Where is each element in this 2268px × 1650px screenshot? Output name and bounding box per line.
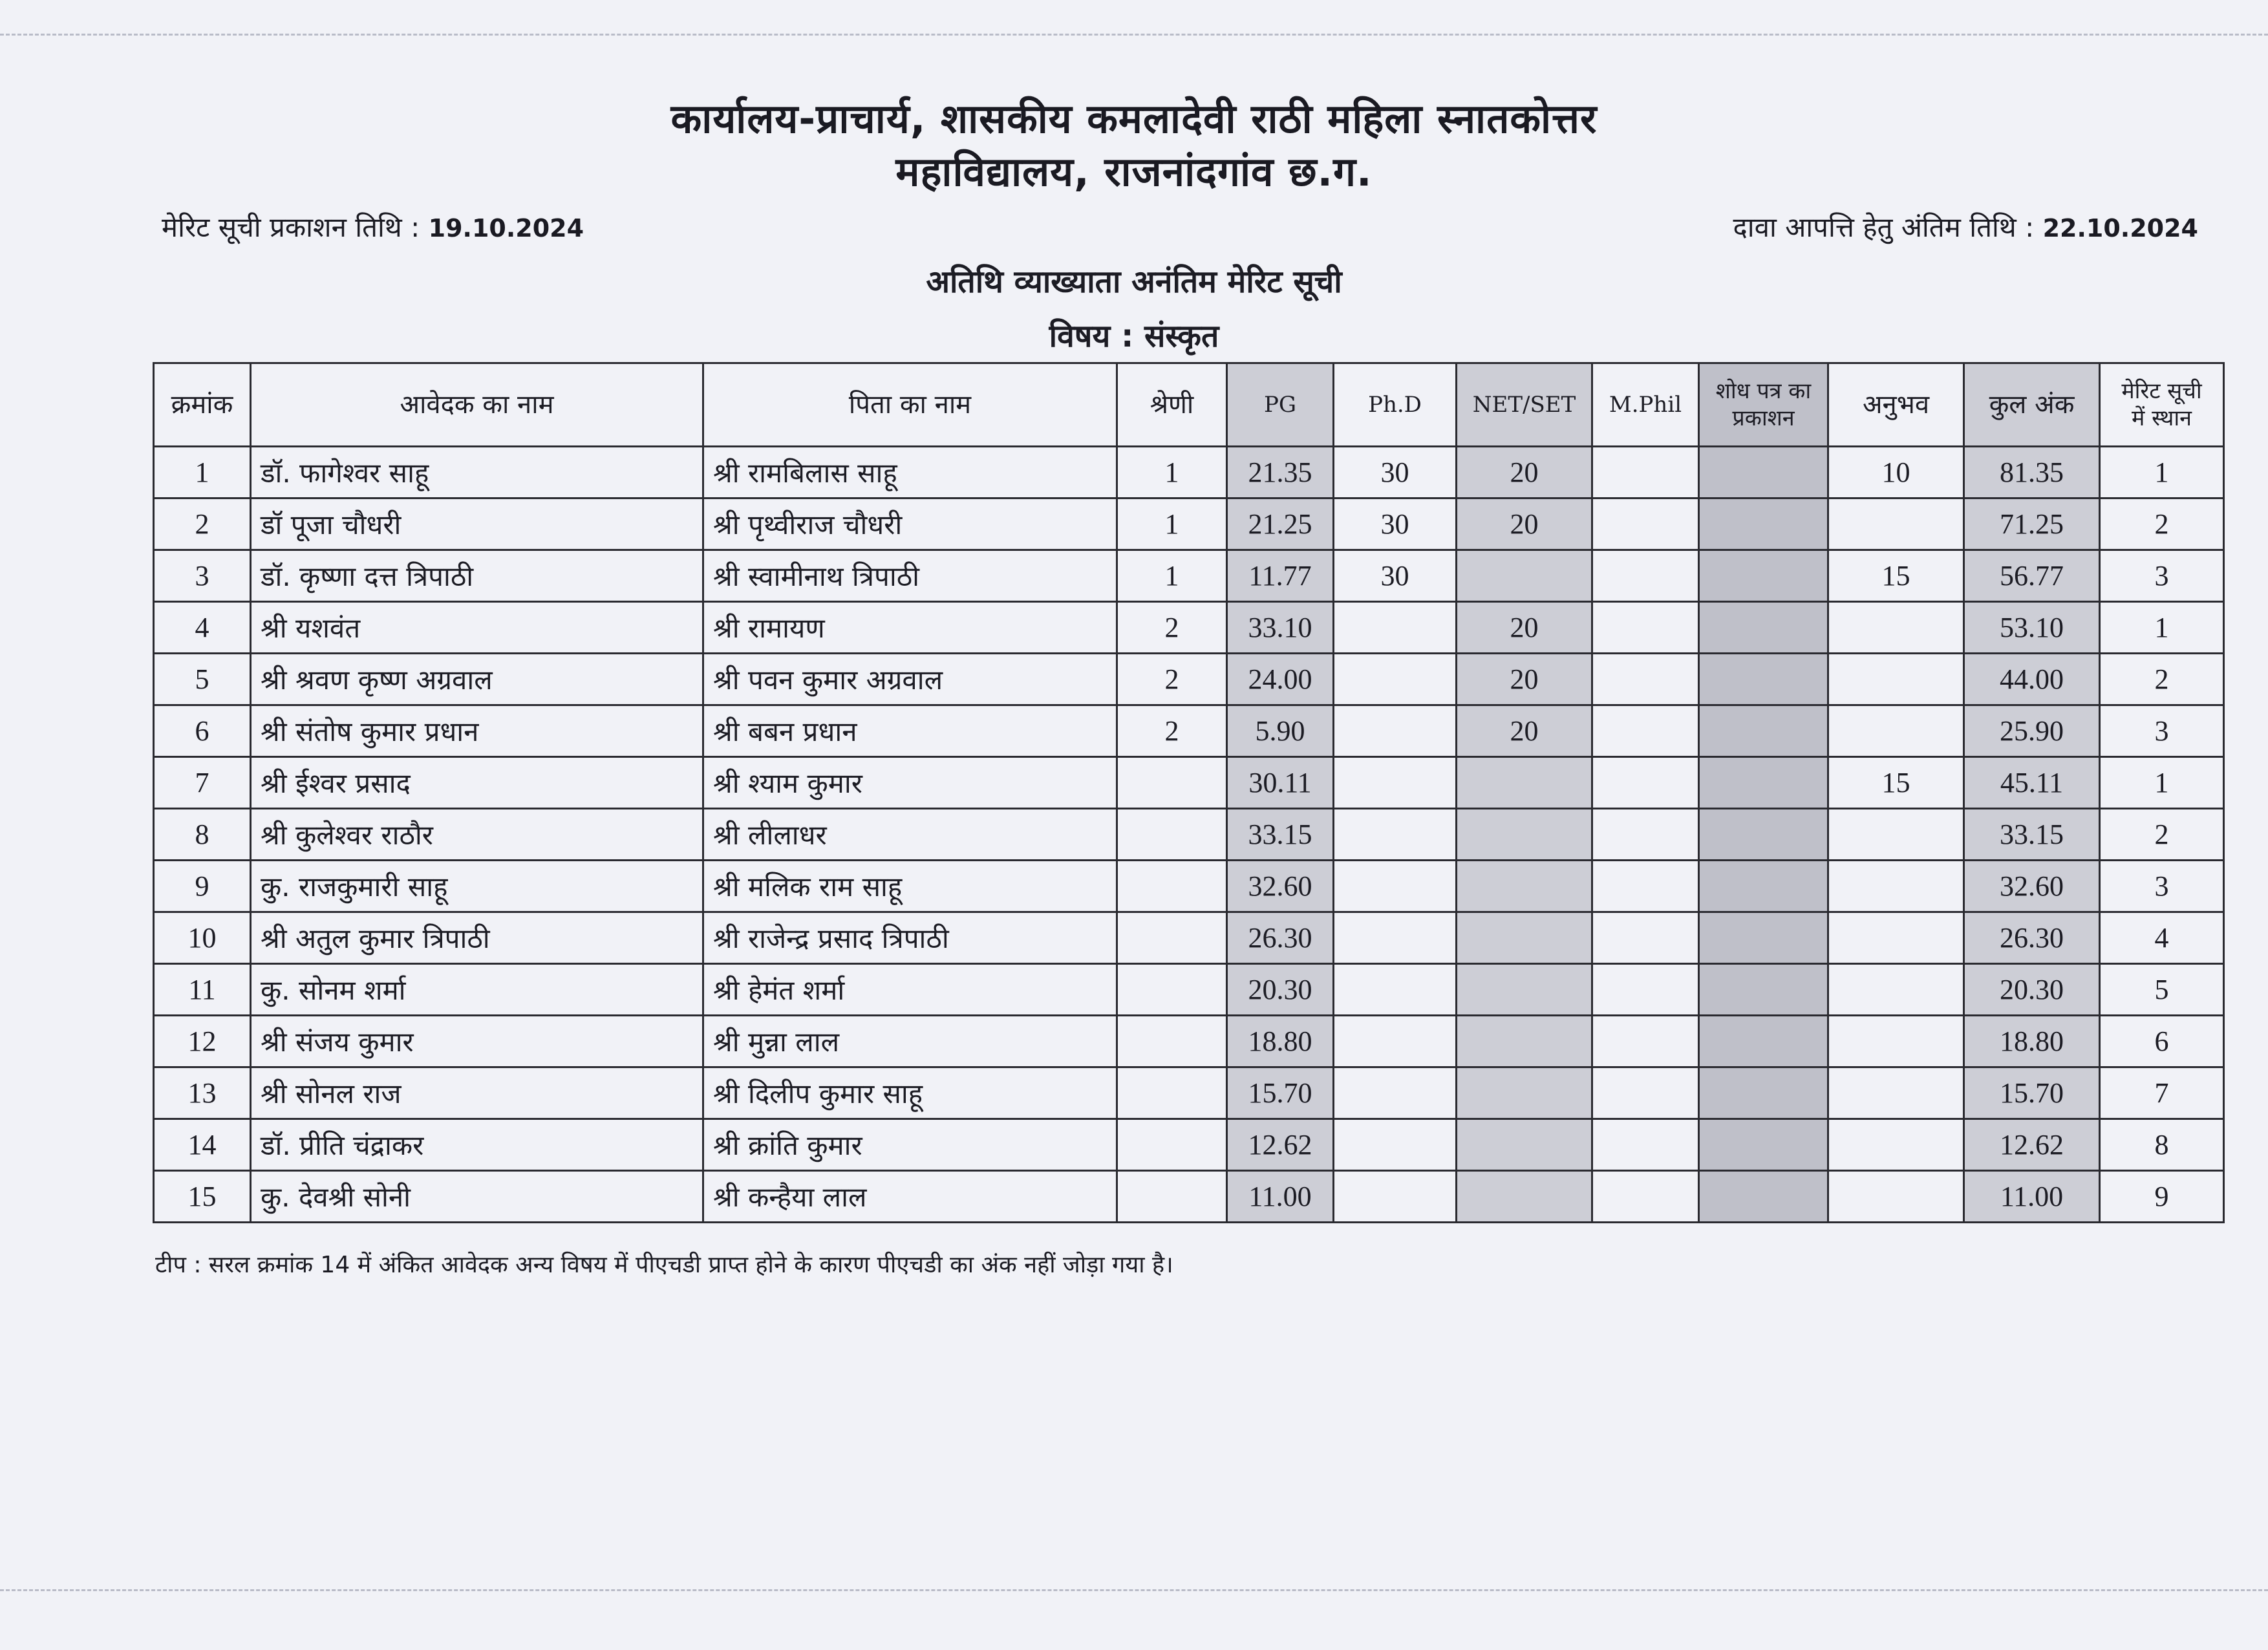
cell-mphil xyxy=(1592,1016,1699,1067)
cell-experience xyxy=(1828,809,1964,861)
cell-total: 81.35 xyxy=(1964,447,2100,498)
cell-research xyxy=(1699,447,1828,498)
table-row xyxy=(154,550,2224,602)
cell-netset xyxy=(1457,1171,1592,1223)
table-header-row xyxy=(154,363,2224,447)
cell-father: श्री क्रांति कुमार xyxy=(703,1119,1117,1171)
cell-sno: 9 xyxy=(154,861,251,912)
cell-division: 2 xyxy=(1117,705,1227,757)
cell-sno: 7 xyxy=(154,757,251,809)
table-row xyxy=(154,654,2224,705)
cell-phd: 30 xyxy=(1334,447,1457,498)
cell-phd xyxy=(1334,602,1457,654)
cell-mphil xyxy=(1592,602,1699,654)
scan-artifact-top xyxy=(0,34,2268,36)
cell-experience xyxy=(1828,964,1964,1016)
header-experience: अनुभव xyxy=(1828,363,1964,447)
cell-mphil xyxy=(1592,498,1699,550)
cell-division xyxy=(1117,757,1227,809)
cell-netset: 20 xyxy=(1457,654,1592,705)
cell-father: श्री दिलीप कुमार साहू xyxy=(703,1067,1117,1119)
cell-division: 1 xyxy=(1117,498,1227,550)
cell-experience xyxy=(1828,1067,1964,1119)
cell-name: डॉ. प्रीति चंद्राकर xyxy=(251,1119,703,1171)
cell-division xyxy=(1117,1171,1227,1223)
cell-netset xyxy=(1457,912,1592,964)
cell-pg: 32.60 xyxy=(1227,861,1334,912)
cell-netset xyxy=(1457,1119,1592,1171)
cell-experience: 15 xyxy=(1828,757,1964,809)
cell-sno: 11 xyxy=(154,964,251,1016)
cell-sno: 6 xyxy=(154,705,251,757)
cell-name: श्री अतुल कुमार त्रिपाठी xyxy=(251,912,703,964)
table-row xyxy=(154,861,2224,912)
cell-sno: 1 xyxy=(154,447,251,498)
table-row xyxy=(154,1119,2224,1171)
cell-phd xyxy=(1334,912,1457,964)
cell-rank: 5 xyxy=(2100,964,2224,1016)
cell-pg: 11.77 xyxy=(1227,550,1334,602)
cell-research xyxy=(1699,550,1828,602)
claim-date-block xyxy=(1733,208,2198,245)
cell-division xyxy=(1117,1016,1227,1067)
cell-phd xyxy=(1334,964,1457,1016)
cell-phd xyxy=(1334,705,1457,757)
cell-total: 11.00 xyxy=(1964,1171,2100,1223)
cell-experience xyxy=(1828,498,1964,550)
merit-table xyxy=(153,362,2225,1223)
cell-father: श्री रामायण xyxy=(703,602,1117,654)
cell-name: कु. देवश्री सोनी xyxy=(251,1171,703,1223)
cell-experience xyxy=(1828,705,1964,757)
cell-experience xyxy=(1828,912,1964,964)
cell-division xyxy=(1117,912,1227,964)
publish-date-value: 19.10.2024 xyxy=(428,214,584,242)
cell-rank: 3 xyxy=(2100,550,2224,602)
cell-sno: 13 xyxy=(154,1067,251,1119)
cell-rank: 4 xyxy=(2100,912,2224,964)
cell-pg: 24.00 xyxy=(1227,654,1334,705)
cell-pg: 21.35 xyxy=(1227,447,1334,498)
cell-phd xyxy=(1334,1119,1457,1171)
cell-sno: 12 xyxy=(154,1016,251,1067)
scan-artifact-bottom xyxy=(0,1589,2268,1591)
cell-research xyxy=(1699,912,1828,964)
cell-mphil xyxy=(1592,550,1699,602)
cell-name: कु. सोनम शर्मा xyxy=(251,964,703,1016)
cell-sno: 2 xyxy=(154,498,251,550)
cell-name: कु. राजकुमारी साहू xyxy=(251,861,703,912)
cell-research xyxy=(1699,861,1828,912)
cell-total: 44.00 xyxy=(1964,654,2100,705)
cell-phd xyxy=(1334,1016,1457,1067)
cell-rank: 2 xyxy=(2100,498,2224,550)
claim-date-value: 22.10.2024 xyxy=(2042,214,2198,242)
cell-total: 25.90 xyxy=(1964,705,2100,757)
cell-sno: 4 xyxy=(154,602,251,654)
cell-rank: 2 xyxy=(2100,809,2224,861)
cell-pg: 5.90 xyxy=(1227,705,1334,757)
cell-total: 33.15 xyxy=(1964,809,2100,861)
cell-total: 45.11 xyxy=(1964,757,2100,809)
cell-experience xyxy=(1828,1171,1964,1223)
cell-rank: 6 xyxy=(2100,1016,2224,1067)
cell-netset: 20 xyxy=(1457,602,1592,654)
header-research-line-1: शोध पत्र का xyxy=(1715,378,1812,404)
cell-father: श्री पवन कुमार अग्रवाल xyxy=(703,654,1117,705)
cell-rank: 3 xyxy=(2100,705,2224,757)
cell-name: श्री यशवंत xyxy=(251,602,703,654)
cell-mphil xyxy=(1592,757,1699,809)
cell-pg: 11.00 xyxy=(1227,1171,1334,1223)
cell-sno: 3 xyxy=(154,550,251,602)
cell-phd xyxy=(1334,757,1457,809)
cell-total: 20.30 xyxy=(1964,964,2100,1016)
header-rank-line-1: मेरिट सूची xyxy=(2121,378,2202,404)
claim-date-label: दावा आपत्ति हेतु अंतिम तिथि : xyxy=(1733,211,2035,243)
cell-father: श्री लीलाधर xyxy=(703,809,1117,861)
cell-pg: 26.30 xyxy=(1227,912,1334,964)
office-title-line-2: महाविद्यालय, राजनांदगांव छ.ग. xyxy=(895,148,1373,195)
cell-father: श्री मुन्ना लाल xyxy=(703,1016,1117,1067)
cell-sno: 5 xyxy=(154,654,251,705)
table-row xyxy=(154,757,2224,809)
cell-experience xyxy=(1828,861,1964,912)
cell-total: 26.30 xyxy=(1964,912,2100,964)
table-row xyxy=(154,602,2224,654)
cell-total: 53.10 xyxy=(1964,602,2100,654)
cell-rank: 9 xyxy=(2100,1171,2224,1223)
publish-date-block xyxy=(162,208,584,245)
cell-research xyxy=(1699,809,1828,861)
cell-experience xyxy=(1828,1119,1964,1171)
cell-name: श्री ईश्वर प्रसाद xyxy=(251,757,703,809)
cell-experience xyxy=(1828,654,1964,705)
cell-division: 2 xyxy=(1117,654,1227,705)
cell-mphil xyxy=(1592,1067,1699,1119)
cell-netset: 20 xyxy=(1457,447,1592,498)
cell-research xyxy=(1699,1171,1828,1223)
table-row xyxy=(154,447,2224,498)
cell-total: 15.70 xyxy=(1964,1067,2100,1119)
header-research xyxy=(1699,363,1828,447)
cell-name: श्री संतोष कुमार प्रधान xyxy=(251,705,703,757)
cell-pg: 30.11 xyxy=(1227,757,1334,809)
cell-name: डॉ. फागेश्वर साहू xyxy=(251,447,703,498)
table-row xyxy=(154,964,2224,1016)
table-row xyxy=(154,1171,2224,1223)
cell-netset: 20 xyxy=(1457,498,1592,550)
cell-division xyxy=(1117,1067,1227,1119)
cell-research xyxy=(1699,964,1828,1016)
cell-netset xyxy=(1457,1067,1592,1119)
cell-name: डॉ पूजा चौधरी xyxy=(251,498,703,550)
cell-pg: 15.70 xyxy=(1227,1067,1334,1119)
cell-pg: 18.80 xyxy=(1227,1016,1334,1067)
cell-research xyxy=(1699,498,1828,550)
cell-research xyxy=(1699,1016,1828,1067)
cell-name: श्री संजय कुमार xyxy=(251,1016,703,1067)
cell-research xyxy=(1699,705,1828,757)
cell-division xyxy=(1117,809,1227,861)
cell-experience xyxy=(1828,1016,1964,1067)
table-row xyxy=(154,1067,2224,1119)
cell-netset xyxy=(1457,809,1592,861)
cell-total: 12.62 xyxy=(1964,1119,2100,1171)
cell-netset xyxy=(1457,1016,1592,1067)
cell-sno: 10 xyxy=(154,912,251,964)
header-total: कुल अंक xyxy=(1964,363,2100,447)
header-phd: Ph.D xyxy=(1334,363,1457,447)
cell-rank: 8 xyxy=(2100,1119,2224,1171)
cell-division xyxy=(1117,1119,1227,1171)
cell-mphil xyxy=(1592,654,1699,705)
cell-research xyxy=(1699,1119,1828,1171)
cell-father: श्री श्याम कुमार xyxy=(703,757,1117,809)
cell-division: 1 xyxy=(1117,550,1227,602)
cell-pg: 33.15 xyxy=(1227,809,1334,861)
cell-father: श्री रामबिलास साहू xyxy=(703,447,1117,498)
cell-experience: 15 xyxy=(1828,550,1964,602)
table-row xyxy=(154,809,2224,861)
cell-netset xyxy=(1457,861,1592,912)
cell-father: श्री बबन प्रधान xyxy=(703,705,1117,757)
header-father: पिता का नाम xyxy=(703,363,1117,447)
cell-mphil xyxy=(1592,964,1699,1016)
cell-father: श्री मलिक राम साहू xyxy=(703,861,1117,912)
cell-rank: 2 xyxy=(2100,654,2224,705)
cell-netset xyxy=(1457,964,1592,1016)
header-pg: PG xyxy=(1227,363,1334,447)
cell-pg: 21.25 xyxy=(1227,498,1334,550)
cell-division: 2 xyxy=(1117,602,1227,654)
table-row xyxy=(154,498,2224,550)
cell-pg: 33.10 xyxy=(1227,602,1334,654)
subject-title: विषय : संस्कृत xyxy=(1049,318,1219,354)
cell-phd xyxy=(1334,654,1457,705)
cell-netset: 20 xyxy=(1457,705,1592,757)
cell-total: 56.77 xyxy=(1964,550,2100,602)
cell-research xyxy=(1699,757,1828,809)
publish-date-label: मेरिट सूची प्रकाशन तिथि : xyxy=(162,211,420,243)
cell-phd xyxy=(1334,1171,1457,1223)
table-row xyxy=(154,705,2224,757)
table-row xyxy=(154,1016,2224,1067)
cell-division: 1 xyxy=(1117,447,1227,498)
header-rank-line-2: में स्थान xyxy=(2131,405,2192,431)
cell-phd xyxy=(1334,1067,1457,1119)
cell-rank: 1 xyxy=(2100,757,2224,809)
cell-father: श्री कन्हैया लाल xyxy=(703,1171,1117,1223)
cell-total: 18.80 xyxy=(1964,1016,2100,1067)
cell-pg: 20.30 xyxy=(1227,964,1334,1016)
table-row xyxy=(154,912,2224,964)
header-name: आवेदक का नाम xyxy=(251,363,703,447)
cell-name: श्री कुलेश्वर राठौर xyxy=(251,809,703,861)
cell-sno: 15 xyxy=(154,1171,251,1223)
cell-research xyxy=(1699,1067,1828,1119)
header-mphil: M.Phil xyxy=(1592,363,1699,447)
cell-name: डॉ. कृष्णा दत्त त्रिपाठी xyxy=(251,550,703,602)
cell-phd: 30 xyxy=(1334,498,1457,550)
header-sno: क्रमांक xyxy=(154,363,251,447)
cell-mphil xyxy=(1592,705,1699,757)
list-title: अतिथि व्याख्याता अनंतिम मेरिट सूची xyxy=(926,264,1342,300)
header-rank xyxy=(2100,363,2224,447)
cell-experience xyxy=(1828,602,1964,654)
cell-division xyxy=(1117,964,1227,1016)
header-research-line-2: प्रकाशन xyxy=(1732,405,1795,431)
cell-father: श्री पृथ्वीराज चौधरी xyxy=(703,498,1117,550)
cell-rank: 1 xyxy=(2100,447,2224,498)
cell-pg: 12.62 xyxy=(1227,1119,1334,1171)
cell-netset xyxy=(1457,757,1592,809)
cell-sno: 8 xyxy=(154,809,251,861)
cell-mphil xyxy=(1592,861,1699,912)
cell-mphil xyxy=(1592,809,1699,861)
header-netset: NET/SET xyxy=(1457,363,1592,447)
cell-experience: 10 xyxy=(1828,447,1964,498)
cell-phd xyxy=(1334,861,1457,912)
cell-father: श्री स्वामीनाथ त्रिपाठी xyxy=(703,550,1117,602)
cell-mphil xyxy=(1592,447,1699,498)
cell-mphil xyxy=(1592,912,1699,964)
cell-rank: 3 xyxy=(2100,861,2224,912)
cell-research xyxy=(1699,654,1828,705)
header-division: श्रेणी xyxy=(1117,363,1227,447)
cell-name: श्री सोनल राज xyxy=(251,1067,703,1119)
cell-father: श्री हेमंत शर्मा xyxy=(703,964,1117,1016)
cell-mphil xyxy=(1592,1119,1699,1171)
cell-mphil xyxy=(1592,1171,1699,1223)
cell-phd xyxy=(1334,809,1457,861)
footnote: टीप : सरल क्रमांक 14 में अंकित आवेदक अन्य विषय में पीएचडी प्राप्त होने के कारण पीएचडी का अंक नहीं जोड़ा गया है। xyxy=(155,1252,1173,1278)
cell-netset xyxy=(1457,550,1592,602)
cell-research xyxy=(1699,602,1828,654)
cell-name: श्री श्रवण कृष्ण अग्रवाल xyxy=(251,654,703,705)
cell-rank: 1 xyxy=(2100,602,2224,654)
cell-father: श्री राजेन्द्र प्रसाद त्रिपाठी xyxy=(703,912,1117,964)
cell-total: 32.60 xyxy=(1964,861,2100,912)
office-title-line-1: कार्यालय-प्राचार्य, शासकीय कमलादेवी राठी महिला स्नातकोत्तर xyxy=(670,95,1598,142)
cell-division xyxy=(1117,861,1227,912)
cell-total: 71.25 xyxy=(1964,498,2100,550)
cell-rank: 7 xyxy=(2100,1067,2224,1119)
cell-sno: 14 xyxy=(154,1119,251,1171)
cell-phd: 30 xyxy=(1334,550,1457,602)
